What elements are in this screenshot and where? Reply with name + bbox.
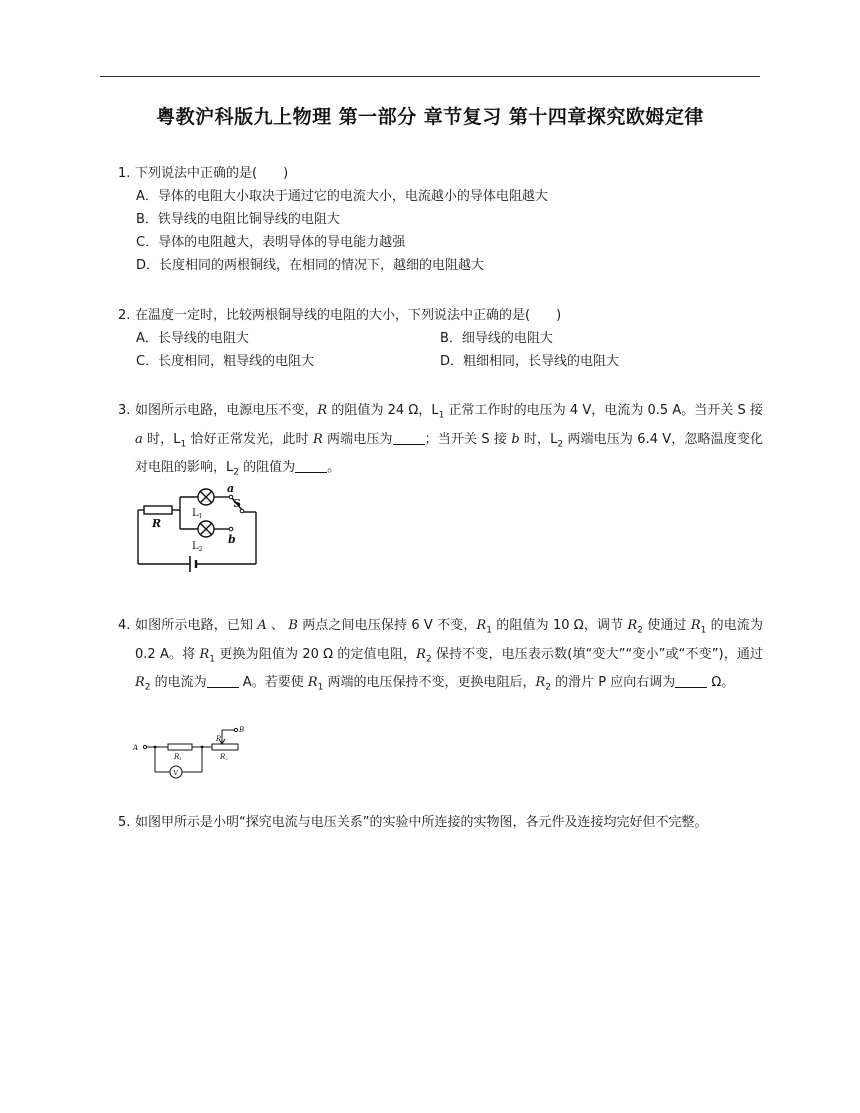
question-stem: 如图所示电路，已知 A 、 B 两点之间电压保持 6 V 不变，$R_1$ 的阻值为 10 Ω，调节 $R_2$ 使通过 $R_1$ 的电流为 0.2 A。将 $R_1$ 更换为阻值为 20 Ω 的定值电阻，$R_2$ 保持不变，电压表示数(填“变大”“变小”或“不变”)，通过 $R_2$ 的电流为 A。若要使 $R_1$ 两端的电压保持不变，更换电阻后，$R_2$ 的滑片 P 应向右调为 Ω。	[135, 618, 764, 693]
question-number: 4.	[118, 618, 131, 633]
option-b: B．铁导线的电阻比铜导线的电阻大	[136, 212, 340, 227]
question-4	[118, 614, 763, 700]
question-stem: 如图甲所示是小明“探究电流与电压关系”的实验中所连接的实物图，各元件及连接均完好但不完整。	[135, 815, 708, 830]
svg-text:R2: R2	[220, 753, 228, 761]
svg-text:P: P	[216, 735, 221, 743]
question-number: 5.	[118, 815, 131, 830]
svg-text:R: R	[152, 517, 162, 530]
question-2	[118, 304, 763, 327]
question-number: 3.	[118, 403, 131, 418]
answer-blank[interactable]	[675, 673, 707, 688]
answer-blank[interactable]	[393, 430, 425, 445]
svg-text:a: a	[227, 484, 235, 495]
svg-text:V: V	[173, 770, 178, 777]
resistor-r	[144, 506, 172, 514]
question-stem: 如图所示电路，电源电压不变，R 的阻值为 24 Ω，$L_1$ 正常工作时的电压为 4 V，电流为 0.5 A。当开关 S 接 a 时，$L_1$ 恰好正常发光，此时 R 两端电压为 ；当开关 S 接 b 时，$L_2$ 两端电压为 6.4 V，忽略温度变化对电阻的影响，$L_2$ 的阻值为 。	[135, 403, 764, 478]
page-title: 粤教沪科版九上物理 第一部分 章节复习 第十四章探究欧姆定律	[156, 106, 704, 128]
option-c: C．长度相同，粗导线的电阻大	[136, 354, 315, 369]
question-number: 1.	[118, 166, 131, 181]
svg-text:S: S	[233, 497, 241, 510]
svg-text:A: A	[133, 744, 139, 752]
answer-blank[interactable]	[295, 458, 327, 473]
question-stem: 下列说法中正确的是( )	[135, 166, 289, 181]
svg-text:L1: $L_1$	[192, 508, 203, 520]
option-b: B．细导线的电阻大	[440, 331, 553, 346]
rheostat-r2	[212, 744, 238, 750]
question-3	[118, 399, 763, 485]
svg-text:R1: R1	[174, 753, 182, 761]
svg-text:L2: $L_2$	[192, 541, 203, 553]
option-a: A．导体的电阻大小取决于通过它的电流大小，电流越小的导体电阻越大	[136, 189, 548, 204]
svg-text:B: B	[239, 726, 245, 734]
option-d: D．粗细相同，长导线的电阻大	[440, 354, 620, 369]
answer-blank[interactable]	[207, 673, 239, 688]
question-stem: 在温度一定时，比较两根铜导线的电阻的大小，下列说法中正确的是( )	[135, 308, 562, 323]
option-c: C．导体的电阻越大，表明导体的导电能力越强	[136, 235, 406, 250]
option-d: D．长度相同的两根铜线，在相同的情况下，越细的电阻越大	[136, 258, 485, 273]
question-1	[118, 162, 763, 185]
question-number: 2.	[118, 308, 131, 323]
resistor-r1	[168, 744, 192, 750]
option-a: A．长导线的电阻大	[136, 331, 249, 346]
header-rule	[100, 76, 760, 77]
question-5	[118, 811, 763, 834]
circuit-diagram-4	[130, 724, 250, 780]
svg-text:b: b	[228, 533, 236, 546]
circuit-diagram-3	[130, 484, 265, 572]
